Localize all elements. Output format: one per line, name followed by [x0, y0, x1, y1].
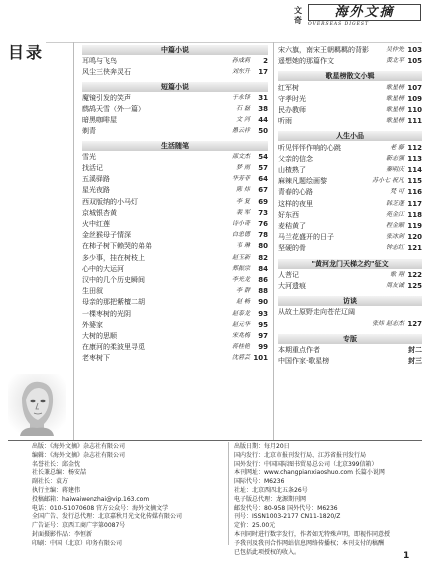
info-line: 予我刊及我刊合作网站信息网络传播权；本刊支付的稿酬	[234, 539, 385, 547]
toc-entry[interactable]	[278, 199, 422, 209]
info-line: 电子版总代理：龙源期刊网	[234, 495, 307, 503]
entry-page: 84	[258, 264, 268, 273]
entry-title: 金丝猴母子情深	[82, 231, 131, 240]
entry-title: 耳鸣与飞鸟	[82, 57, 117, 66]
toc-entry[interactable]	[82, 320, 268, 330]
toc-entry[interactable]	[82, 297, 268, 307]
entry-title: 在柿子树下赖哭的弟弟	[82, 242, 152, 251]
entry-page: 封二	[408, 346, 422, 354]
section-header: 短篇小说	[82, 82, 268, 92]
entry-author: 钟志红	[385, 244, 404, 252]
entry-page: 50	[258, 127, 268, 136]
entry-page: 122	[407, 270, 422, 279]
toc-entry[interactable]	[278, 105, 422, 115]
entry-title: 这样的夜里	[278, 199, 313, 208]
info-line: 出版：《海外文摘》杂志社有限公司	[32, 443, 126, 450]
entry-title: 宋六旗，南宋王朝羁羁的背影	[278, 46, 369, 54]
entry-page: 110	[407, 106, 422, 114]
entry-page: 64	[258, 175, 268, 184]
toc-entry[interactable]	[82, 67, 268, 77]
info-line: 编辑：《海外文摘》杂志社有限公司	[32, 451, 126, 459]
entry-page: 38	[258, 105, 268, 113]
masthead-prefix: 文奇	[294, 5, 302, 25]
entry-title: 五溪驿路	[82, 175, 110, 184]
entry-author: 于永铎	[231, 93, 250, 101]
entry-author: 赵元华	[231, 320, 250, 328]
entry-title: 大河遗痕	[278, 282, 306, 290]
section-header: 生活随笔	[82, 141, 268, 151]
entry-title: 好东西	[278, 210, 299, 219]
entry-page: 114	[407, 166, 422, 174]
toc-entry[interactable]	[82, 197, 268, 207]
entry-title: 守孝时光	[278, 94, 306, 103]
entry-page: 120	[407, 233, 422, 242]
footer-divider	[8, 440, 422, 441]
info-line: 全国广告、发行总代理：北京嘉秋月光文化传媒有限公司	[32, 513, 183, 521]
entry-page: 57	[258, 164, 268, 172]
info-line: 社址：北京西四北五条26号	[234, 486, 308, 494]
entry-author: 刘东升	[231, 68, 250, 76]
section-header: 中篇小说	[82, 45, 268, 55]
entry-title: 民办教师	[278, 106, 306, 114]
entry-author: 文 河	[236, 116, 250, 124]
entry-author: 梵 可	[390, 188, 404, 196]
entry-author: 秦明庆	[385, 166, 404, 173]
entry-page: 86	[258, 276, 268, 284]
entry-author: 赵泰龙	[231, 309, 250, 317]
toc-entry[interactable]	[82, 230, 268, 240]
entry-title: 多少事，挂在树枝上	[82, 253, 145, 262]
entry-page: 99	[258, 343, 268, 352]
entry-title: 京城银杏黄	[82, 208, 117, 217]
entry-page: 78	[258, 231, 268, 240]
entry-author: 郑振宗	[231, 264, 250, 272]
author-portrait-image	[8, 374, 66, 436]
entry-title: 老枣树下	[82, 354, 110, 363]
entry-title: 汉中的几个历史瞬间	[82, 276, 145, 284]
info-line: 执行主编：蒋建伟	[32, 486, 81, 494]
info-line: 邮发代号：80-958 国外代号：M6236	[234, 504, 338, 512]
entry-title: 外婆家	[82, 320, 103, 329]
entry-author: 邵文杰	[231, 152, 250, 160]
entry-author: 歌星榜	[385, 117, 404, 125]
entry-page: 113	[407, 154, 422, 163]
toc-entry[interactable]	[82, 264, 268, 274]
toc-entry[interactable]	[278, 281, 422, 291]
entry-page: 80	[258, 242, 268, 251]
top-divider	[46, 42, 422, 43]
info-line: 印刷：中国（北京）印务有限公司	[32, 539, 123, 547]
page-number: 1	[403, 551, 410, 561]
entry-page: 44	[258, 116, 268, 125]
toc-entry[interactable]	[82, 56, 268, 66]
entry-title: 火中红莲	[82, 220, 110, 228]
toc-entry[interactable]	[278, 356, 422, 366]
info-line: 本刊网址：www.changpianxiaoshuo.com 长篇小说网	[234, 469, 385, 477]
entry-author: 韦 琳	[236, 242, 250, 250]
entry-page: 95	[258, 320, 268, 329]
column-divider-left	[73, 42, 74, 440]
entry-title: 鹧鸪天雪（外一篇）	[82, 105, 145, 113]
info-line: 出版日期：每月20日	[234, 443, 290, 450]
entry-title: 生田叙	[82, 287, 103, 296]
masthead-english: OVERSEAS DIGEST	[308, 22, 370, 27]
entry-author: 老 藤	[390, 143, 404, 151]
entry-page: 112	[407, 143, 422, 152]
entry-author: 张冰剑	[385, 233, 404, 241]
entry-page: 125	[407, 282, 422, 290]
entry-page: 69	[258, 197, 268, 206]
info-line: 封面摄影作品：李恒新	[32, 530, 93, 538]
entry-title: 红军树	[278, 83, 299, 92]
toc-entry[interactable]	[82, 93, 268, 103]
entry-author: 愚云祥	[231, 127, 250, 135]
toc-title: 目录	[8, 43, 45, 62]
entry-title: 心中的大运河	[82, 264, 124, 273]
entry-author: 苏小七 祝凡	[372, 177, 404, 185]
entry-title: 一棵枣树的光阴	[82, 309, 131, 318]
entry-page: 73	[258, 208, 268, 217]
section-header: 访谈	[278, 296, 422, 306]
toc-entry[interactable]	[82, 353, 268, 363]
toc-entry[interactable]	[82, 152, 268, 162]
info-line: 已包括此项授权的收入。	[234, 548, 301, 556]
column-divider-right	[273, 42, 274, 440]
toc-entry[interactable]	[278, 221, 422, 231]
entry-page: 90	[258, 298, 268, 307]
entry-page: 31	[258, 93, 268, 102]
entry-author: 赵玉新	[231, 253, 250, 261]
toc-entry[interactable]	[278, 319, 422, 329]
entry-page: 54	[258, 152, 268, 161]
masthead-title: 海外文摘	[308, 4, 421, 21]
entry-page: 119	[407, 222, 422, 230]
section-header: 歌星榜散文小辑	[278, 71, 422, 81]
entry-title: 从故土原野走向苍茫辽阔	[278, 308, 355, 317]
entry-page: 97	[258, 332, 268, 340]
entry-author: 宋兆梅	[231, 332, 250, 339]
entry-page: 111	[407, 117, 422, 126]
toc-entry[interactable]	[278, 232, 422, 242]
entry-author: 李光龙	[231, 276, 250, 283]
toc-entry[interactable]	[82, 208, 268, 218]
entry-page: 封三	[408, 357, 422, 366]
info-line: 投稿邮箱：haiwaiwenzhai@vip.163.com	[32, 495, 150, 503]
toc-entry[interactable]	[82, 331, 268, 341]
info-line: 副社长：袁方	[32, 478, 69, 486]
entry-page: 88	[258, 287, 268, 296]
section-header: "黄河龙门天梯之约"征文	[278, 259, 422, 269]
entry-title: 本期重点作者	[278, 346, 320, 354]
toc-entry[interactable]	[82, 309, 268, 319]
toc-entry[interactable]	[82, 115, 268, 125]
entry-author: 周友诚	[385, 282, 404, 289]
entry-page: 76	[258, 220, 268, 228]
entry-title: 魔镜引发的笑声	[82, 93, 131, 102]
entry-page: 116	[407, 188, 422, 197]
toc-entry[interactable]	[82, 342, 268, 352]
toc-entry[interactable]	[278, 187, 422, 197]
entry-author: 程金顺	[385, 222, 404, 229]
toc-entry[interactable]	[278, 307, 422, 317]
publication-info-right	[234, 443, 390, 557]
info-line: 本刊同时进行数字发行，作者如无特殊声明，即视作同意授	[234, 530, 391, 538]
entry-page: 107	[407, 83, 422, 92]
info-line: 电话：010-51070608 官方公众号：海外文摘文学	[32, 504, 169, 512]
entry-author: 歌星榜	[385, 83, 404, 91]
entry-title: 中国作家·歌星榜	[278, 357, 330, 366]
entry-author: 张炜 赵志杰	[372, 319, 404, 327]
toc-entry[interactable]	[278, 270, 422, 280]
entry-author: 李 群	[236, 287, 250, 295]
info-line: 国外发行：中国国际图书贸易总公司（北京399信箱）	[234, 460, 378, 468]
entry-title: 麻辣凡题绘画黎	[278, 177, 327, 186]
entry-title: 人菩记	[278, 270, 299, 279]
entry-page: 103	[407, 46, 422, 54]
entry-page: 115	[407, 177, 422, 186]
entry-author: 歌 翔	[390, 270, 404, 278]
entry-page: 101	[253, 354, 268, 363]
toc-entry[interactable]	[82, 275, 268, 285]
entry-title: 大树的思顺	[82, 332, 117, 340]
toc-entry[interactable]	[278, 83, 422, 93]
toc-entry[interactable]	[82, 185, 268, 195]
info-line: 社长兼总编：杨安喆	[32, 469, 87, 477]
toc-entry[interactable]	[278, 143, 422, 153]
toc-entry[interactable]	[278, 56, 422, 66]
entry-page: 82	[258, 253, 268, 262]
entry-title: 马兰花盛开的日子	[278, 233, 334, 242]
entry-page: 105	[407, 57, 422, 66]
toc-entry[interactable]	[278, 176, 422, 186]
entry-title: 遥想她的那篇作文	[278, 57, 334, 66]
toc-entry[interactable]	[82, 286, 268, 296]
toc-entry[interactable]	[278, 116, 422, 126]
entry-title: 麦秸黄了	[278, 222, 306, 230]
entry-author: 白忠德	[231, 231, 250, 239]
toc-entry[interactable]	[82, 104, 268, 114]
entry-author: 裴 军	[236, 208, 250, 216]
entry-title: 剃青	[82, 127, 96, 136]
footer-column-divider	[228, 442, 229, 545]
entry-author: 陈 炜	[236, 186, 250, 194]
masthead-logo	[294, 4, 422, 30]
entry-title: 青春的心路	[278, 188, 313, 197]
entry-title: 听雨	[278, 117, 292, 126]
toc-entry[interactable]	[278, 243, 422, 253]
entry-page: 121	[407, 244, 422, 253]
toc-entry[interactable]	[278, 94, 422, 104]
info-line: 名誉社长：邱金忱	[32, 460, 81, 468]
entry-page: 2	[263, 57, 268, 66]
toc-entry[interactable]	[278, 165, 422, 175]
toc-entry[interactable]	[278, 210, 422, 220]
entry-author: 靳志强	[385, 154, 404, 162]
publication-info-left	[32, 443, 182, 549]
entry-author: 孙成莉	[231, 57, 250, 65]
toc-entry[interactable]	[82, 174, 268, 184]
info-line: 国际代号：M6236	[234, 478, 285, 486]
entry-author: 蒋桂艳	[231, 343, 250, 351]
toc-entry[interactable]	[82, 241, 268, 251]
entry-page: 109	[407, 94, 422, 103]
entry-author: 李 复	[236, 197, 250, 205]
entry-page: 17	[258, 68, 268, 77]
entry-page: 117	[407, 199, 422, 208]
entry-author: 歌星榜	[385, 94, 404, 102]
info-line: 国内发行：北京市报刊发行局、江苏省报刊发行局	[234, 451, 367, 459]
entry-title: 听见怦怦作响的心跳	[278, 143, 341, 152]
entry-title: 星光夜路	[82, 186, 110, 195]
info-line: 定价：25.00元	[234, 522, 276, 530]
entry-author: 吴仲先	[385, 46, 404, 53]
toc-entry[interactable]	[82, 163, 268, 173]
toc-entry[interactable]	[82, 126, 268, 136]
entry-title: 西双版纳的小马灯	[82, 197, 138, 206]
entry-author: 歌星榜	[385, 106, 404, 113]
entry-page: 118	[407, 210, 422, 219]
entry-title: 父亲的信念	[278, 154, 313, 163]
toc-entry[interactable]	[82, 253, 268, 263]
entry-author: 诗小奇	[231, 220, 250, 227]
info-line: 广告证号：京西工商广字第0087号	[32, 522, 126, 530]
entry-title: 坚硬的骨	[278, 244, 306, 253]
toc-entry[interactable]	[278, 45, 422, 55]
entry-title: 找活记	[82, 164, 103, 172]
entry-author: 韩芝蓬	[385, 199, 404, 207]
entry-page: 67	[258, 186, 268, 195]
entry-title: 雪光	[82, 152, 96, 161]
entry-author: 苑金江	[385, 210, 404, 218]
toc-entry[interactable]	[278, 154, 422, 164]
entry-author: 石 磊	[236, 105, 250, 112]
entry-page: 127	[407, 319, 422, 328]
entry-title: 母亲的那把紫檀二胡	[82, 298, 145, 307]
section-header: 人生小品	[278, 131, 422, 141]
toc-entry[interactable]	[278, 345, 422, 355]
entry-author: 沈碧芸	[231, 354, 250, 362]
entry-author: 黄北平	[385, 57, 404, 65]
entry-author: 赵 畅	[236, 298, 250, 306]
entry-author: 梦 雨	[236, 164, 250, 171]
section-header: 专版	[278, 334, 422, 344]
toc-entry[interactable]	[82, 219, 268, 229]
entry-title: 风尘三侠奔灵石	[82, 68, 131, 77]
entry-title: 暗黑咖啡屋	[82, 116, 117, 125]
entry-title: 在康河的柔波里寻觅	[82, 343, 145, 352]
entry-page: 93	[258, 309, 268, 318]
entry-author: 华芳菲	[231, 175, 250, 183]
entry-title: 山楂熟了	[278, 166, 306, 174]
info-line: 刊号：ISSN1003-2177 CN11-1820/Z	[234, 513, 341, 521]
